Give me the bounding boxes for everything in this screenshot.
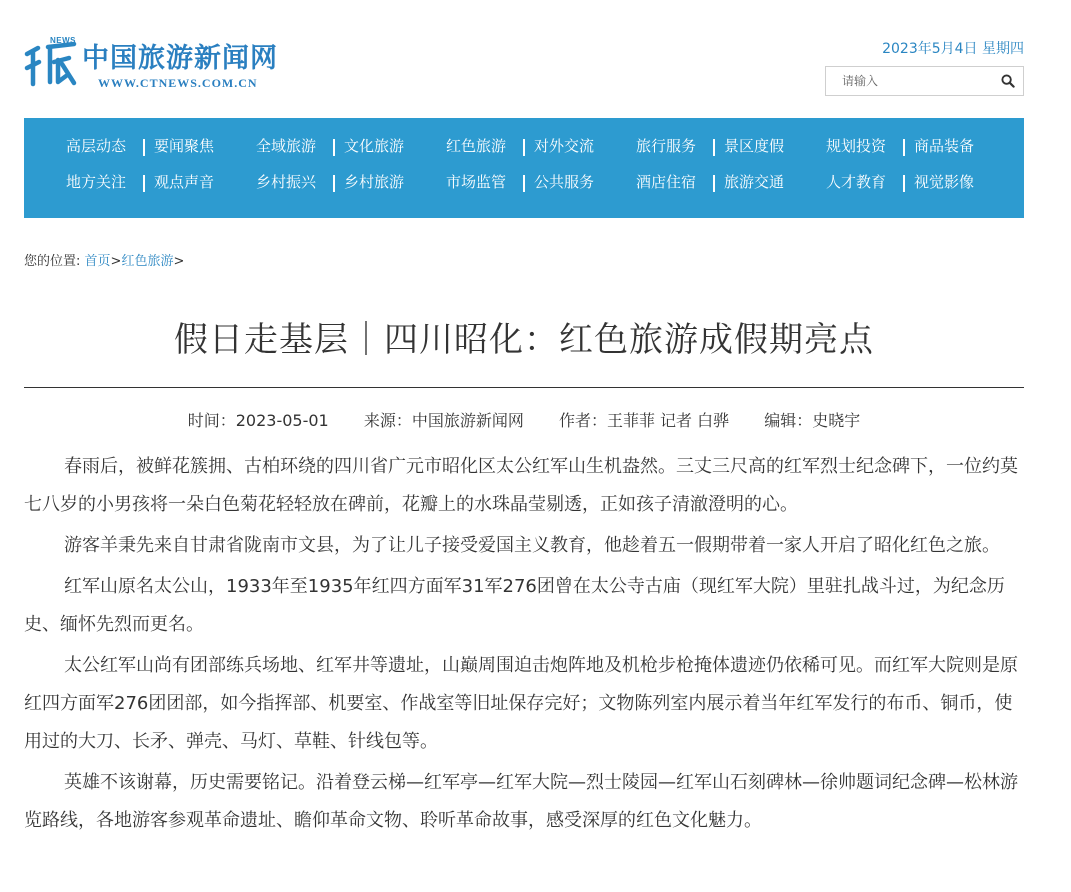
search-input[interactable] — [840, 73, 994, 89]
article-paragraph: 太公红军山尚有团部练兵场地、红军井等遗址，山巅周围迫击炮阵地及机枪步枪掩体遗迹仍依稀可见。而红军大院则是原红四方面军276团团部，如今指挥部、机要室、作战室等旧址保存完好；文物陈列室内展示着当年红军发行的布币、铜币，使用过的大刀、长矛、弹壳、马灯、草鞋、针线包等。 — [24, 655, 1018, 752]
nav-divider — [523, 175, 525, 192]
logo-site-name: 中国旅游新闻网 — [82, 43, 278, 74]
nav-item-jingqu[interactable]: 景区度假 — [724, 137, 785, 155]
breadcrumb-section-link[interactable]: 红色旅游 — [121, 254, 174, 269]
article-author: 作者：王菲菲 记者 白骅 — [558, 411, 730, 430]
nav-item-yaowen[interactable]: 要闻聚焦 — [154, 137, 215, 155]
nav-item-shijue[interactable]: 视觉影像 — [914, 173, 975, 191]
article-paragraph: 春雨后，被鲜花簇拥、古柏环绕的四川省广元市昭化区太公红军山生机盎然。三丈三尺高的红军烈士纪念碑下，一位约莫七八岁的小男孩将一朵白色菊花轻轻放在碑前，花瓣上的水珠晶莹剔透，正如孩子清澈澄明的心。 — [24, 456, 1018, 515]
nav-divider — [143, 175, 145, 192]
nav-divider — [143, 139, 145, 156]
nav-item-shichang[interactable]: 市场监管 — [446, 173, 507, 191]
nav-item-lvxing[interactable]: 旅行服务 — [636, 137, 697, 155]
nav-item-wenhua[interactable]: 文化旅游 — [344, 137, 405, 155]
current-date: 2023年5月4日 星期四 — [882, 41, 1024, 57]
article-body — [24, 448, 1024, 843]
nav-divider — [523, 139, 525, 156]
nav-row-2 — [24, 172, 1024, 192]
search-box — [825, 66, 1024, 96]
nav-divider — [713, 175, 715, 192]
title-divider — [24, 387, 1024, 388]
article-source: 来源：中国旅游新闻网 — [363, 411, 524, 430]
nav-item-difang[interactable]: 地方关注 — [66, 173, 127, 191]
nav-item-guandian[interactable]: 观点声音 — [154, 173, 215, 191]
nav-item-quanyu[interactable]: 全域旅游 — [256, 137, 317, 155]
nav-divider — [903, 139, 905, 156]
nav-divider — [333, 139, 335, 156]
nav-item-xiangcun-zhenxing[interactable]: 乡村振兴 — [256, 173, 317, 191]
nav-item-jiaotong[interactable]: 旅游交通 — [724, 173, 785, 191]
breadcrumb-prefix: 您的位置: — [24, 254, 81, 269]
search-icon[interactable] — [1001, 74, 1015, 88]
breadcrumb-separator: > — [110, 254, 122, 269]
site-header — [24, 34, 1024, 104]
article-editor: 编辑：史晓宇 — [764, 411, 861, 430]
nav-item-duiwai[interactable]: 对外交流 — [534, 137, 595, 155]
site-logo[interactable] — [24, 34, 304, 94]
nav-item-gaoceng[interactable]: 高层动态 — [66, 137, 127, 155]
article-paragraph: 红军山原名太公山，1933年至1935年红四方面军31军276团曾在太公寺古庙（现红军大院）里驻扎战斗过，为纪念历史、缅怀先烈而更名。 — [24, 576, 1005, 635]
logo-news-text: NEWS — [50, 36, 76, 45]
nav-item-guihua[interactable]: 规划投资 — [826, 137, 887, 155]
main-nav — [24, 118, 1024, 218]
article-time: 时间：2023-05-01 — [187, 411, 329, 430]
breadcrumb-separator: > — [173, 254, 185, 269]
nav-item-rencai[interactable]: 人才教育 — [826, 173, 887, 191]
nav-item-hongse[interactable]: 红色旅游 — [446, 137, 507, 155]
nav-item-gonggong[interactable]: 公共服务 — [534, 173, 595, 191]
nav-row-1 — [24, 136, 1024, 156]
nav-item-shangpin[interactable]: 商品装备 — [914, 137, 975, 155]
nav-divider — [713, 139, 715, 156]
nav-item-jiudian[interactable]: 酒店住宿 — [636, 173, 697, 191]
logo-url-text: WWW.CTNEWS.COM.CN — [98, 76, 258, 90]
article-paragraph: 游客羊秉先来自甘肃省陇南市文县，为了让儿子接受爱国主义教育，他趁着五一假期带着一家人开启了昭化红色之旅。 — [64, 535, 1000, 556]
nav-item-xiangcun-lvyou[interactable]: 乡村旅游 — [344, 173, 405, 191]
article-meta — [24, 408, 1024, 431]
article-title: 假日走基层｜四川昭化：红色旅游成假期亮点 — [174, 320, 874, 360]
article-paragraph: 英雄不该谢幕，历史需要铭记。沿着登云梯—红军亭—红军大院—烈士陵园—红军山石刻碑林—徐帅题词纪念碑—松林游览路线，各地游客参观革命遗址、瞻仰革命文物、聆听革命故事，感受深厚的红色文化魅力。 — [24, 772, 1018, 831]
nav-divider — [333, 175, 335, 192]
nav-divider — [903, 175, 905, 192]
breadcrumb — [24, 250, 184, 269]
breadcrumb-home-link[interactable]: 首页 — [84, 254, 111, 269]
